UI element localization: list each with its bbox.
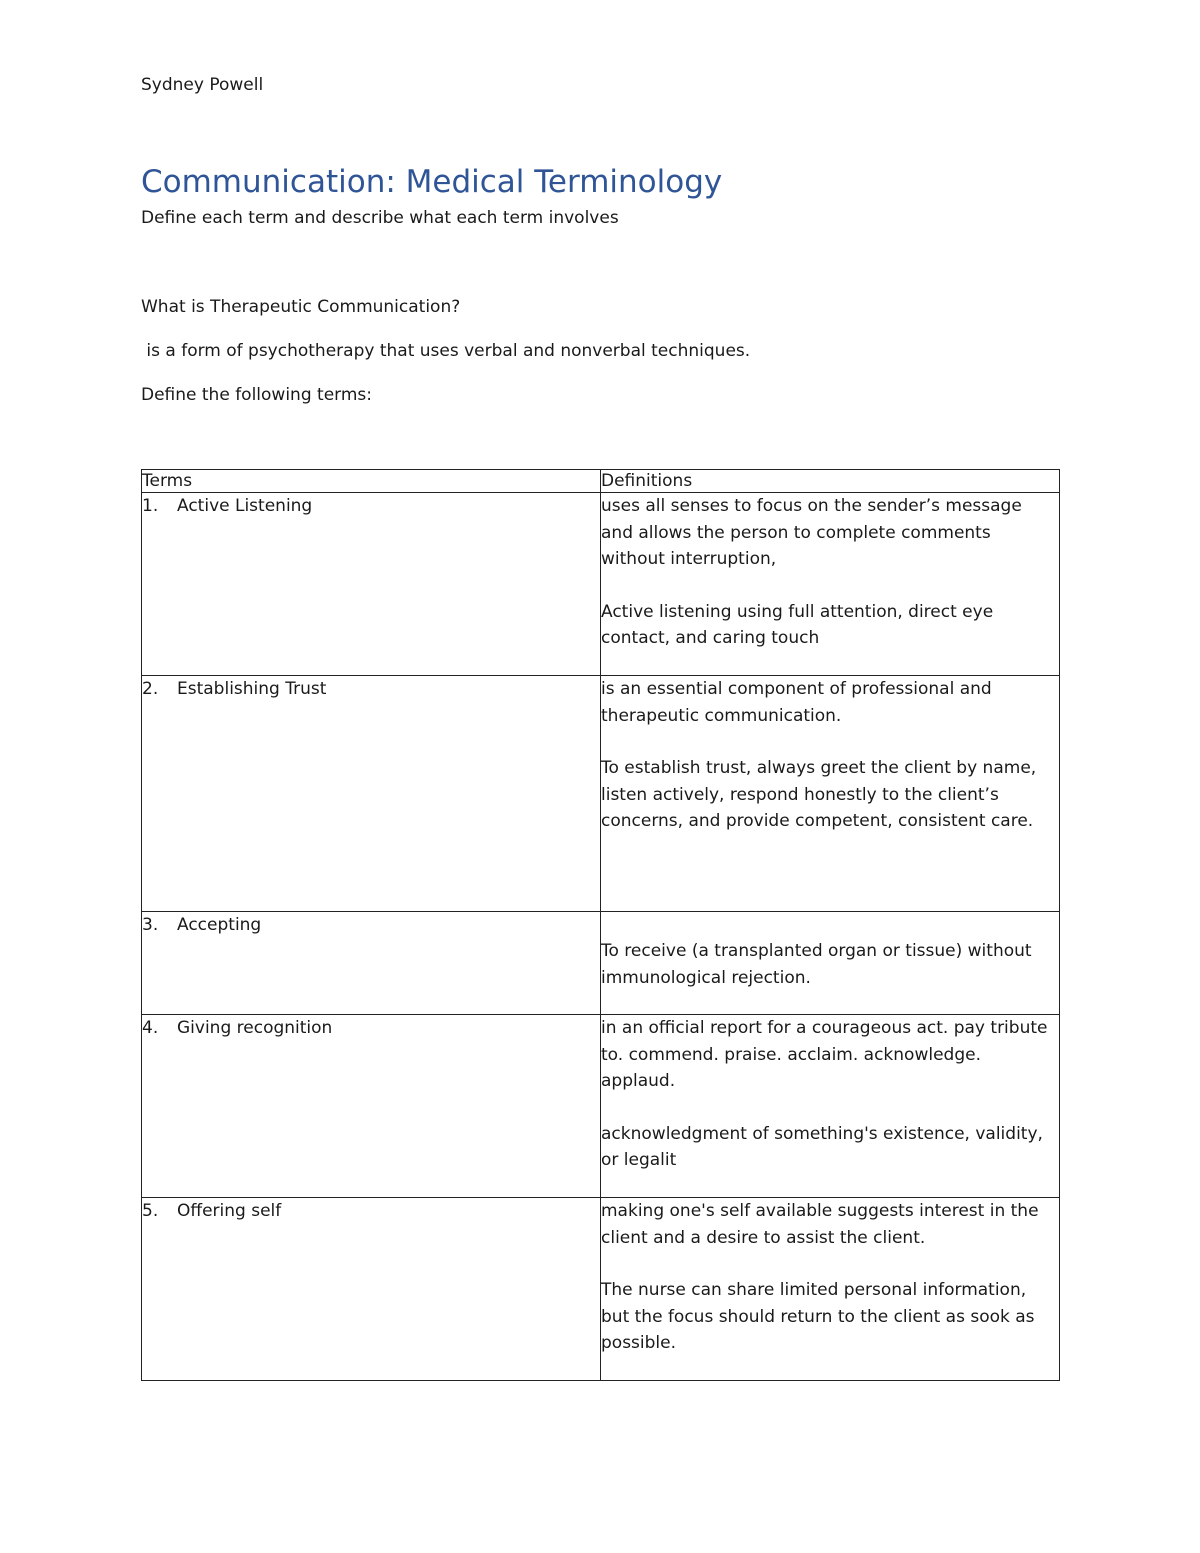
definition-text: The nurse can share limited personal information, but the focus should return to the client as sook as possible. <box>601 1280 1035 1353</box>
table-row <box>142 1198 1060 1381</box>
term-number: 2. <box>142 679 159 699</box>
header-definitions: Definitions <box>601 470 1060 493</box>
definition-text: acknowledgment of something's existence, validity, or legalit <box>601 1123 1043 1170</box>
term-cell <box>142 1198 601 1381</box>
question-text: What is Therapeutic Communication? <box>141 297 461 317</box>
definition-text: is an essential component of professional and therapeutic communication. <box>601 679 992 726</box>
definition-cell <box>601 676 1060 912</box>
term-cell <box>142 676 601 912</box>
document-subtitle: Define each term and describe what each term involves <box>141 208 619 228</box>
term-cell <box>142 912 601 1015</box>
table-row <box>142 493 1060 676</box>
definition-text: To establish trust, always greet the client by name, listen actively, respond honestly to the client’s concerns, and provide competent, consistent care. <box>601 758 1037 831</box>
term-number: 3. <box>142 915 159 935</box>
term-label: Active Listening <box>177 496 313 516</box>
definition-cell <box>601 1015 1060 1198</box>
definition-text: in an official report for a courageous act. pay tribute to. commend. praise. acclaim. acknowledge. applaud. <box>601 1018 1048 1091</box>
author-name: Sydney Powell <box>141 75 264 95</box>
term-label: Accepting <box>177 915 262 935</box>
definition-text: Active listening using full attention, direct eye contact, and caring touch <box>601 601 994 648</box>
term-cell <box>142 1015 601 1198</box>
definition-cell <box>601 1198 1060 1381</box>
term-label: Establishing Trust <box>177 679 327 699</box>
answer-text: is a form of psychotherapy that uses verbal and nonverbal techniques. <box>141 341 751 361</box>
header-terms: Terms <box>142 470 601 493</box>
definition-text: To receive (a transplanted organ or tissue) without immunological rejection. <box>601 941 1032 988</box>
term-number: 1. <box>142 496 159 516</box>
table-row <box>142 912 1060 1015</box>
term-number: 5. <box>142 1201 159 1221</box>
define-prompt: Define the following terms: <box>141 385 372 405</box>
terms-table <box>141 469 1060 1381</box>
term-number: 4. <box>142 1018 159 1038</box>
term-label: Giving recognition <box>177 1018 333 1038</box>
term-cell <box>142 493 601 676</box>
table-row <box>142 1015 1060 1198</box>
definition-text: making one's self available suggests interest in the client and a desire to assist the client. <box>601 1201 1039 1248</box>
definition-text: uses all senses to focus on the sender’s message and allows the person to complete comments without interruption, <box>601 496 1022 569</box>
term-label: Offering self <box>177 1201 282 1221</box>
definition-cell <box>601 493 1060 676</box>
document-title: Communication: Medical Terminology <box>141 164 723 200</box>
table-header-row <box>142 470 1060 493</box>
table-row <box>142 676 1060 912</box>
definition-cell <box>601 912 1060 1015</box>
